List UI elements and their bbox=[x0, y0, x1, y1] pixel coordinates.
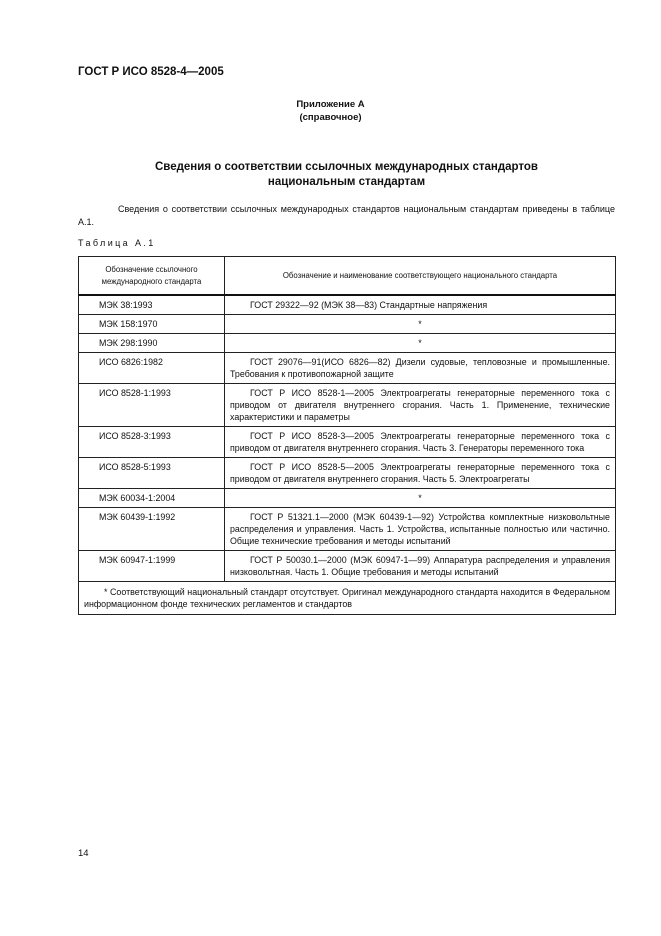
table-footnote-row bbox=[79, 582, 616, 615]
standards-table bbox=[78, 256, 616, 615]
table-row bbox=[79, 334, 616, 353]
table-footnote: * Соответствующий национальный стандарт отсутствует. Оригинал международного стандарта находится в Федеральном информационном фонде технических регламентов и стандартов bbox=[79, 582, 616, 615]
national-standard-cell: ГОСТ 29076—91(ИСО 6826—82) Дизели судовые, тепловозные и промышленные. Требования к противопожарной защите bbox=[225, 353, 616, 384]
national-standard-cell: ГОСТ Р ИСО 8528-5—2005 Электроагрегаты генераторные переменного тока с приводом от двигателя внутреннего сгорания. Часть 5. Электроагрегаты bbox=[225, 458, 616, 489]
table-row bbox=[79, 384, 616, 427]
national-standard-cell: * bbox=[225, 334, 616, 353]
table-caption: Таблица А.1 bbox=[78, 238, 156, 248]
national-standard-cell: * bbox=[225, 315, 616, 334]
intl-standard-cell: ИСО 8528-3:1993 bbox=[79, 427, 225, 458]
national-standard-cell: ГОСТ 29322—92 (МЭК 38—83) Стандартные напряжения bbox=[225, 295, 616, 315]
section-title-line: Сведения о соответствии ссылочных международных стандартов bbox=[154, 161, 538, 173]
table-header-row bbox=[79, 257, 616, 296]
table-row bbox=[79, 489, 616, 508]
intl-standard-cell: МЭК 158:1970 bbox=[79, 315, 225, 334]
page-number: 14 bbox=[78, 848, 89, 859]
table-row bbox=[79, 551, 616, 582]
intl-standard-cell: МЭК 60439-1:1992 bbox=[79, 508, 225, 551]
column-header-national: Обозначение и наименование соответствующего национального стандарта bbox=[225, 257, 616, 296]
intl-standard-cell: ИСО 8528-1:1993 bbox=[79, 384, 225, 427]
intl-standard-cell: МЭК 38:1993 bbox=[79, 295, 225, 315]
national-standard-cell: ГОСТ Р ИСО 8528-1—2005 Электроагрегаты генераторные переменного тока с приводом от двигателя внутреннего сгорания. Часть 1. Применение, технические характеристики и параметры bbox=[225, 384, 616, 427]
national-standard-cell: ГОСТ Р ИСО 8528-3—2005 Электроагрегаты генераторные переменного тока с приводом от двигателя внутреннего сгорания. Часть 3. Генераторы переменного тока bbox=[225, 427, 616, 458]
table-row bbox=[79, 427, 616, 458]
appendix-title: Приложение А bbox=[296, 99, 365, 110]
national-standard-cell: * bbox=[225, 489, 616, 508]
section-title bbox=[0, 160, 661, 190]
table-row bbox=[79, 295, 616, 315]
table-row bbox=[79, 315, 616, 334]
intl-standard-cell: ИСО 6826:1982 bbox=[79, 353, 225, 384]
intl-standard-cell: ИСО 8528-5:1993 bbox=[79, 458, 225, 489]
intl-standard-cell: МЭК 60034-1:2004 bbox=[79, 489, 225, 508]
national-standard-cell: ГОСТ Р 51321.1—2000 (МЭК 60439-1—92) Устройства комплектные низковольтные распределения и управления. Часть 1. Устройства, испытанные полностью или частично. Общие технические требования и методы испытаний bbox=[225, 508, 616, 551]
column-header-intl: Обозначение ссылочного международного стандарта bbox=[79, 257, 225, 296]
table-row bbox=[79, 508, 616, 551]
document-header: ГОСТ Р ИСО 8528-4—2005 bbox=[78, 66, 224, 78]
section-title-line: национальным стандартам bbox=[267, 176, 426, 188]
national-standard-cell: ГОСТ Р 50030.1—2000 (МЭК 60947-1—99) Аппаратура распределения и управления низковольтная. Часть 1. Общие требования и методы испытаний bbox=[225, 551, 616, 582]
table-row bbox=[79, 353, 616, 384]
intl-standard-cell: МЭК 298:1990 bbox=[79, 334, 225, 353]
intro-paragraph: Сведения о соответствии ссылочных международных стандартов национальным стандартам приведены в таблице А.1. bbox=[78, 204, 615, 227]
table-row bbox=[79, 458, 616, 489]
intl-standard-cell: МЭК 60947-1:1999 bbox=[79, 551, 225, 582]
appendix-subtitle: (справочное) bbox=[299, 112, 362, 123]
